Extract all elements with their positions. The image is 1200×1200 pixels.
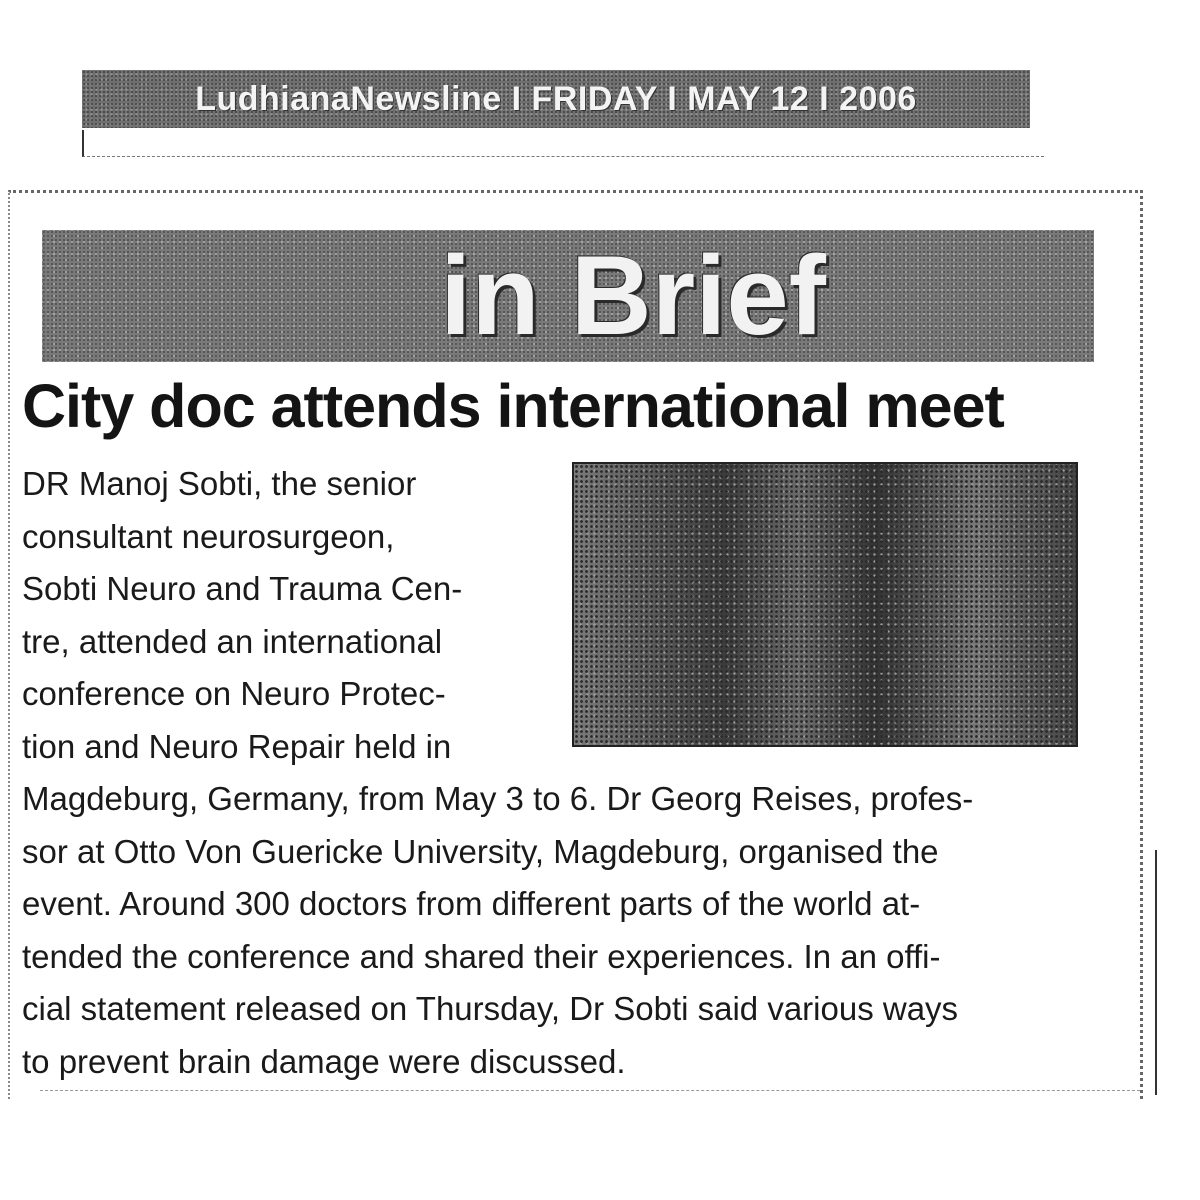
article-line: tre, attended an international: [22, 622, 443, 660]
article-body: [22, 458, 1112, 1088]
section-banner: [42, 230, 1094, 362]
article-line: event. Around 300 doctors from different parts of the world at-: [22, 885, 921, 922]
article-line: to prevent brain damage were discussed.: [22, 1042, 626, 1080]
article-line: tion and Neuro Repair held in: [22, 727, 452, 765]
article-line: cial statement released on Thursday, Dr Sobti said various ways: [22, 990, 959, 1027]
article-line: consultant neurosurgeon,: [22, 517, 395, 555]
newspaper-masthead: [82, 70, 1030, 128]
article-line: tended the conference and shared their experiences. In an offi-: [22, 937, 941, 975]
article-line: Sobti Neuro and Trauma Cen-: [22, 570, 463, 607]
masthead-text: LudhianaNewsline I FRIDAY I MAY 12 I 2006: [195, 79, 917, 118]
crop-mark: [1155, 850, 1157, 1095]
article-line: sor at Otto Von Guericke University, Magdeburg, organised the: [22, 832, 939, 870]
section-title: in Brief: [440, 233, 826, 358]
article-line: conference on Neuro Protec-: [22, 675, 446, 712]
article-headline: City doc attends international meet: [22, 372, 1004, 440]
article-line: DR Manoj Sobti, the senior: [22, 465, 417, 502]
article-line: Magdeburg, Germany, from May 3 to 6. Dr Georg Reises, profes-: [22, 780, 974, 817]
masthead-rule: [82, 130, 1044, 157]
bottom-rule: [40, 1090, 1140, 1091]
